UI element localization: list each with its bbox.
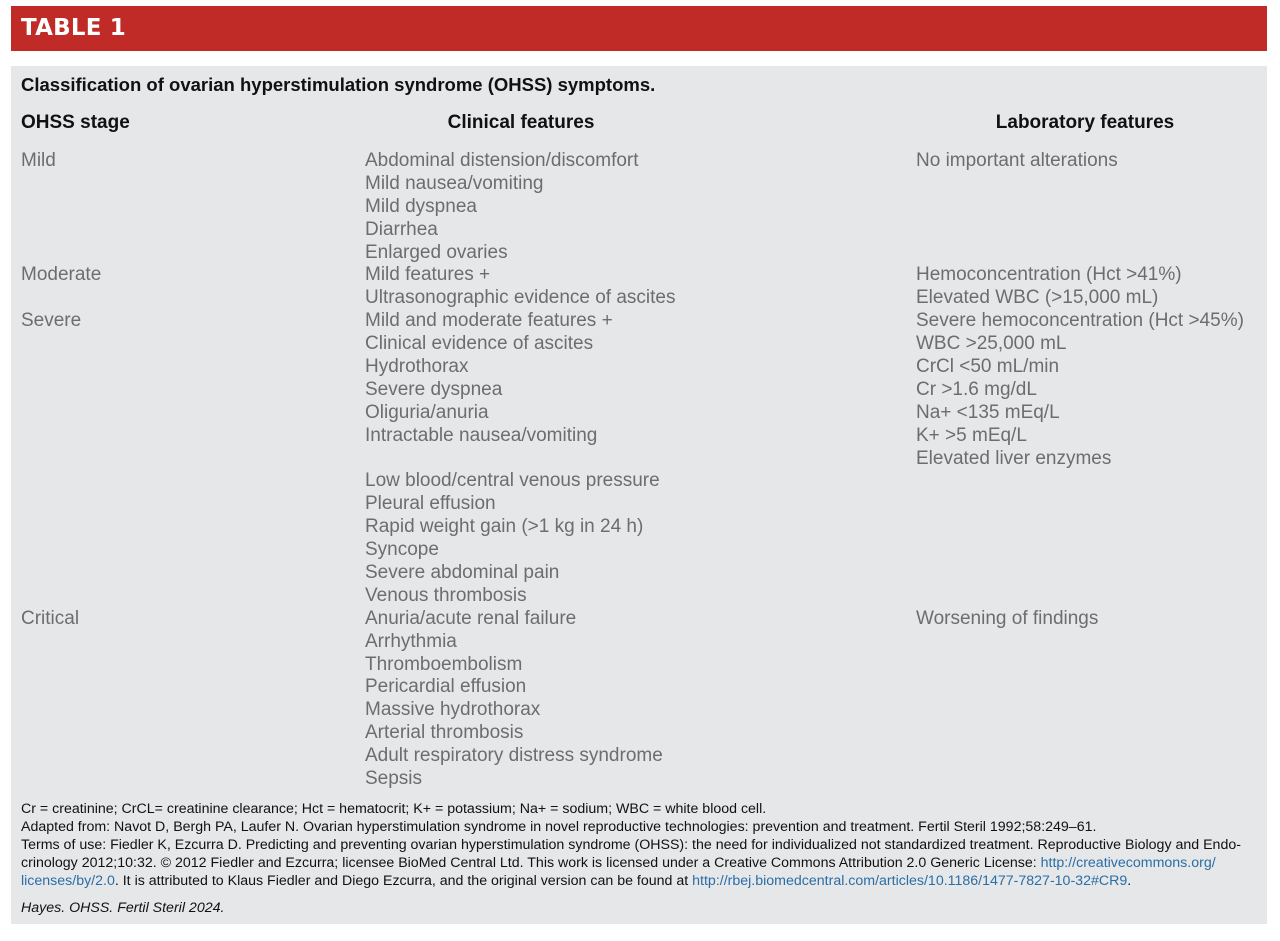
clinical-feature: Mild dyspnea bbox=[365, 195, 477, 217]
laboratory-feature: Elevated liver enzymes bbox=[916, 447, 1112, 469]
table-row bbox=[11, 310, 1267, 608]
clinical-feature: Venous thrombosis bbox=[365, 584, 527, 606]
clinical-features-cell bbox=[365, 310, 916, 608]
terms-note-line-1: Terms of use: Fiedler K, Ezcurra D. Predicting and preventing ovarian hyperstimulation syndrome (OHSS): the need for individualized not standardized treatment. Reproductive Biology and Endo- bbox=[21, 836, 1241, 853]
laboratory-feature: WBC >25,000 mL bbox=[916, 333, 1067, 355]
header-stage: OHSS stage bbox=[21, 112, 130, 133]
table-row bbox=[11, 150, 1267, 264]
clinical-feature bbox=[365, 448, 916, 471]
stage-label: Mild bbox=[21, 150, 56, 171]
terms-note-line-3 bbox=[21, 873, 1261, 891]
clinical-feature: Intractable nausea/vomiting bbox=[365, 424, 598, 446]
clinical-feature: Hydrothorax bbox=[365, 356, 469, 378]
clinical-feature: Massive hydrothorax bbox=[365, 699, 541, 721]
clinical-features-cell bbox=[365, 150, 916, 264]
laboratory-features-cell bbox=[916, 608, 1267, 791]
table-row bbox=[11, 264, 1267, 310]
clinical-feature: Pleural effusion bbox=[365, 493, 496, 515]
clinical-feature: Pericardial effusion bbox=[365, 676, 527, 698]
header-clinical: Clinical features bbox=[447, 112, 595, 133]
table-footnotes bbox=[21, 801, 1261, 891]
clinical-feature: Clinical evidence of ascites bbox=[365, 333, 594, 355]
laboratory-feature: Elevated WBC (>15,000 mL) bbox=[916, 287, 1159, 309]
table-number: TABLE 1 bbox=[21, 15, 127, 41]
clinical-feature: Mild and moderate features + bbox=[365, 310, 613, 332]
terms-text: crinology 2012;10:32. © 2012 Fiedler and Ezcurra; licensee BioMed Central Ltd. This work is licensed under a Creative Commons Attribution 2.0 Generic License: bbox=[21, 854, 1041, 871]
laboratory-feature: CrCl <50 mL/min bbox=[916, 356, 1060, 378]
table-row bbox=[11, 608, 1267, 791]
laboratory-feature: Na+ <135 mEq/L bbox=[916, 401, 1060, 423]
clinical-features-cell bbox=[365, 264, 916, 310]
clinical-feature: Severe abdominal pain bbox=[365, 562, 560, 584]
table-caption: Classification of ovarian hyperstimulation syndrome (OHSS) symptoms. bbox=[21, 74, 656, 95]
laboratory-feature: K+ >5 mEq/L bbox=[916, 424, 1027, 446]
clinical-feature: Rapid weight gain (>1 kg in 24 h) bbox=[365, 516, 644, 538]
clinical-feature: Ultrasonographic evidence of ascites bbox=[365, 287, 676, 309]
stage-cell bbox=[11, 310, 365, 608]
stage-cell bbox=[11, 264, 365, 310]
clinical-feature: Arrhythmia bbox=[365, 630, 457, 652]
clinical-feature: Mild nausea/vomiting bbox=[365, 172, 544, 194]
clinical-feature: Adult respiratory distress syndrome bbox=[365, 745, 663, 767]
laboratory-feature: Severe hemoconcentration (Hct >45%) bbox=[916, 310, 1244, 332]
clinical-feature: Thromboembolism bbox=[365, 653, 523, 675]
source-article-link[interactable]: http://rbej.biomedcentral.com/articles/10.1186/1477-7827-10-32#CR9 bbox=[692, 872, 1128, 889]
clinical-feature: Syncope bbox=[365, 539, 439, 561]
laboratory-feature: Hemoconcentration (Hct >41%) bbox=[916, 264, 1182, 286]
license-link-continued[interactable]: licenses/by/2.0 bbox=[21, 872, 115, 889]
laboratory-features-cell bbox=[916, 150, 1267, 264]
table-panel bbox=[11, 66, 1267, 924]
clinical-feature: Sepsis bbox=[365, 768, 423, 790]
terms-note-line-2 bbox=[21, 855, 1261, 873]
stage-cell bbox=[11, 150, 365, 264]
clinical-features-cell bbox=[365, 608, 916, 791]
clinical-feature: Low blood/central venous pressure bbox=[365, 470, 660, 492]
stage-cell bbox=[11, 608, 365, 791]
header-laboratory: Laboratory features bbox=[995, 112, 1175, 133]
clinical-feature: Mild features + bbox=[365, 264, 491, 286]
table-banner bbox=[11, 6, 1267, 51]
laboratory-features-cell bbox=[916, 310, 1267, 608]
clinical-feature: Oliguria/anuria bbox=[365, 401, 489, 423]
figure-citation: Hayes. OHSS. Fertil Steril 2024. bbox=[21, 900, 225, 916]
clinical-feature: Severe dyspnea bbox=[365, 378, 503, 400]
laboratory-feature: No important alterations bbox=[916, 150, 1118, 171]
table-body bbox=[11, 150, 1267, 791]
license-link[interactable]: http://creativecommons.org/ bbox=[1040, 854, 1216, 871]
stage-label: Severe bbox=[21, 310, 82, 332]
clinical-feature: Arterial thrombosis bbox=[365, 722, 524, 744]
laboratory-features-cell bbox=[916, 264, 1267, 310]
laboratory-feature: Cr >1.6 mg/dL bbox=[916, 378, 1037, 400]
attribution-text: . It is attributed to Klaus Fiedler and Diego Ezcurra, and the original version can be found at bbox=[114, 872, 693, 889]
abbreviations-note: Cr = creatinine; CrCL= creatinine clearance; Hct = hematocrit; K+ = potassium; Na+ = sodium; WBC = white blood cell. bbox=[21, 801, 767, 817]
stage-label: Moderate bbox=[21, 264, 102, 286]
clinical-feature: Enlarged ovaries bbox=[365, 241, 508, 263]
clinical-feature: Abdominal distension/discomfort bbox=[365, 150, 639, 171]
clinical-feature: Anuria/acute renal failure bbox=[365, 607, 577, 629]
clinical-feature: Diarrhea bbox=[365, 218, 438, 240]
stage-label: Critical bbox=[21, 607, 80, 629]
terms-end: . bbox=[1127, 872, 1132, 889]
adapted-note: Adapted from: Navot D, Bergh PA, Laufer N. Ovarian hyperstimulation syndrome in novel reproductive technologies: prevention and treatment. Fertil Steril 1992;58:249–61. bbox=[21, 818, 1097, 835]
laboratory-feature: Worsening of findings bbox=[916, 607, 1099, 629]
